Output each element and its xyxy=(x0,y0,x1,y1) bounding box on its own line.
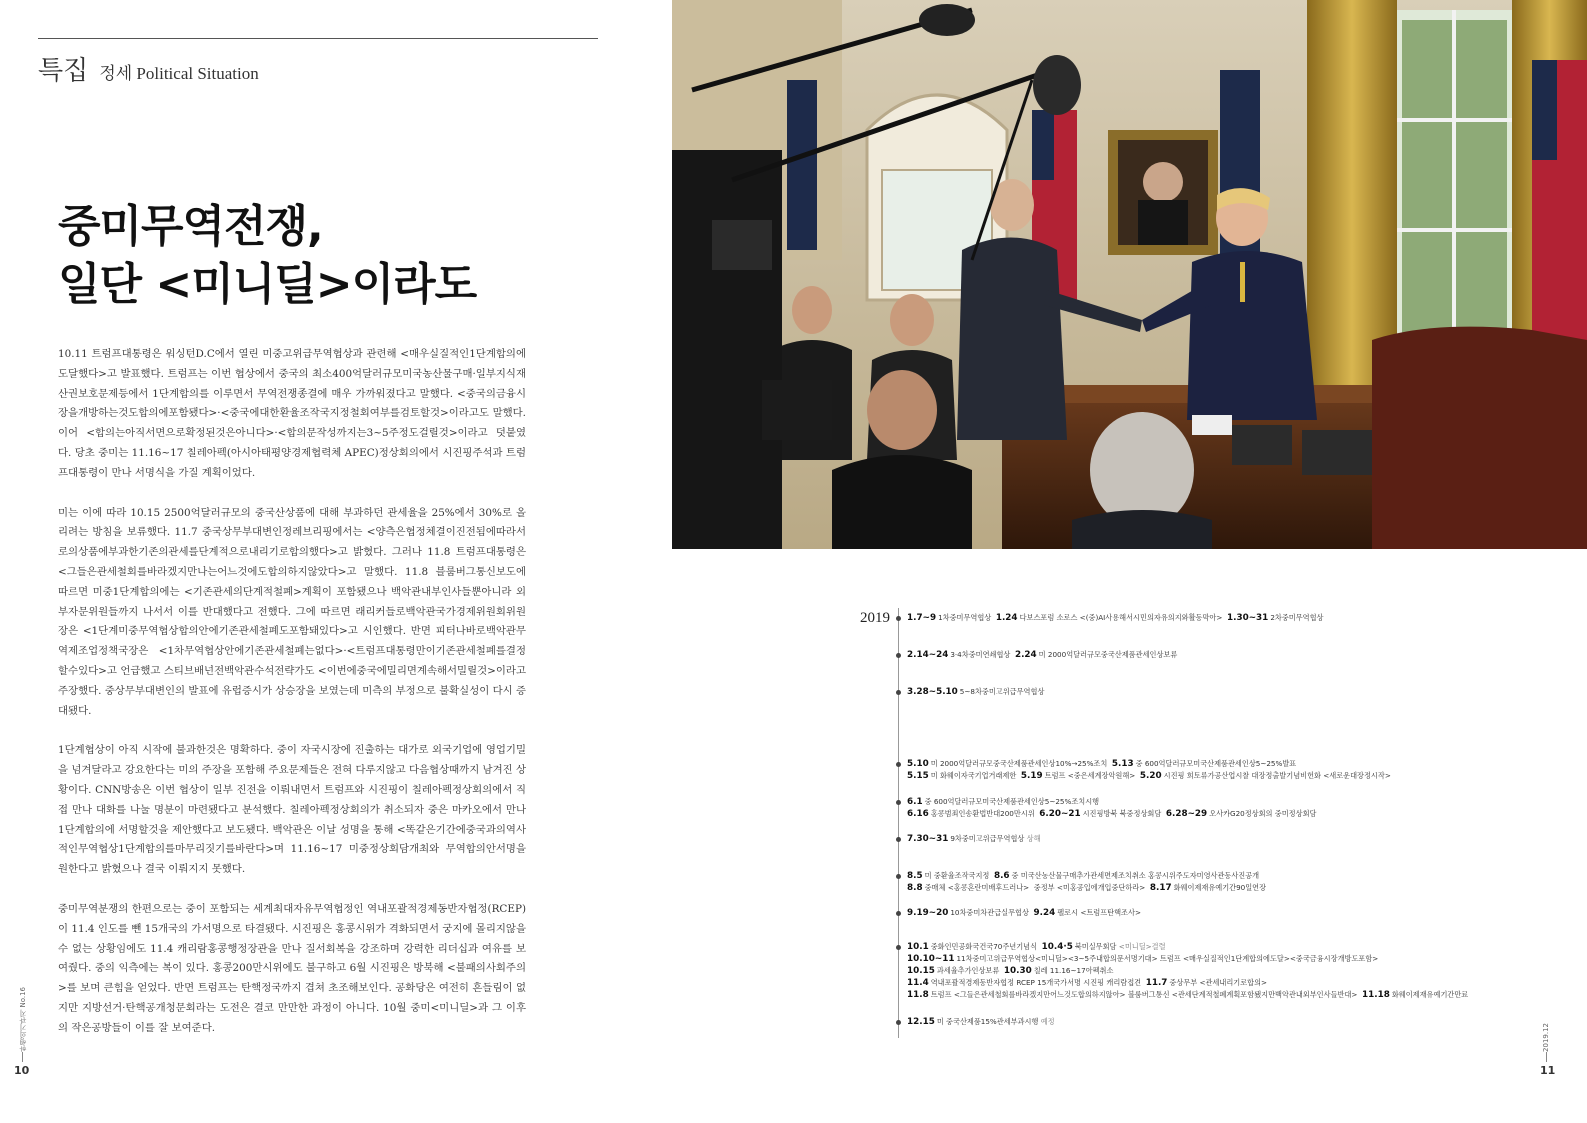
entry-date: 12.15 xyxy=(907,1017,935,1027)
entry-date: 1.7~9 xyxy=(907,613,937,623)
entry-date: 10.1 xyxy=(907,942,929,952)
entry-text: 다보스포럼 소로스 <(중)AI사용해서시민의자유의지와활동막아> xyxy=(1019,613,1223,622)
entry-text: 3·4차중미연쇄협상 xyxy=(950,650,1011,659)
entry-date: 9.24 xyxy=(1033,908,1056,918)
entry-date: 5.10 xyxy=(907,759,929,769)
entry-text: 5~8차중미고위급무역협상 xyxy=(959,687,1045,696)
entry-date: 5.13 xyxy=(1111,759,1134,769)
entry-date: 10.10~11 xyxy=(907,954,955,964)
page-number-right: 11 xyxy=(1540,1064,1556,1077)
entry-text: 중 600억달러규모미국산제품관세인상5~25%조치시행 xyxy=(924,797,1100,806)
entry-date: 11.4 xyxy=(907,978,929,988)
entry-text: 중 600억달러규모미국산제품관세인상5~25%발표 xyxy=(1135,759,1297,768)
entry-text: 트럼프 <그들은관세철회를바라겠지만어느것도합의하지않아> 블룸버그통신 <관세단계적철폐계획포함됐지만백악관내외부인사들반대> xyxy=(930,990,1358,999)
body-paragraph-3: 1단계협상이 아직 시작에 불과한것은 명확하다. 중이 자국시장에 진출하는 대가로 외국기업에 영업기밀을 넘겨달라고 강요한다는 미의 주장을 포함해 주요문제들은 전혀 다루지않고 다음협상때까지 남겨진 상황이다. CNN방송은 이번 협상이 일부 진전을 이뤄내면서 트럼프와 시진핑이 칠레아펙정상회의에서 직접 만나 대화를 나눌 명분이 마련됐다고 분석했다. 칠레아펙정상회의가 취소되자 중은 마카오에서 만나 1단계합의에 서명할것을 제안했다고 보도됐다. 백악관은 이날 성명을 통해 <똑같은기간에중국과의역사적인무역협상1단계합의를마무리짓기를바란다>며 11.16~17 미중정상회담개최와 무역합의안서명을 원한다고 밝혔으나 결국 이뤄지지 못했다. xyxy=(58,744,526,876)
entry-text: 미 화웨이자국기업거래제한 xyxy=(930,771,1017,780)
entry-text: 중 미국산농산물구매추가관세면제조치취소 홍콩시위주도자미영사관동사진공개 xyxy=(1011,871,1260,880)
page-number-left: 10 xyxy=(14,1064,30,1077)
entry-date: 8.5 xyxy=(907,871,923,881)
entry-date: 6.1 xyxy=(907,797,923,807)
entry-text: 화웨이제재유예기간90일연장 xyxy=(1173,883,1267,892)
entry-text: 10차중미차관급실무협상 xyxy=(950,908,1029,917)
entry-text: 미 2000억달러규모중국산제품관세인상10%→25%조치 xyxy=(930,759,1108,768)
entry-text: 과세율추가인상보류 xyxy=(936,966,1000,975)
entry-text: 홍콩범죄인송환법반대200만시위 xyxy=(930,809,1035,818)
entry-text: 펠로시 <트럼프탄핵조사> xyxy=(1057,908,1141,917)
timeline-axis xyxy=(898,608,899,1038)
timeline-dot xyxy=(896,1020,901,1025)
timeline-dot xyxy=(896,837,901,842)
entry-note: 예정 xyxy=(1040,1017,1055,1026)
entry-text: 미 중국산제품15%관세부과시행 xyxy=(936,1017,1039,1026)
entry-text: 중상무부 <관세내리기로합의> xyxy=(1169,978,1268,987)
entry-date: 11.8 xyxy=(907,990,929,1000)
entry-text: 북미실무회담 xyxy=(1074,942,1117,951)
entry-date: 8.8 xyxy=(907,883,923,893)
folio-left xyxy=(14,987,34,1080)
entry-date: 8.17 xyxy=(1149,883,1172,893)
entry-date: 10.30 xyxy=(1003,966,1032,976)
article-body xyxy=(58,345,526,1059)
timeline-dot xyxy=(896,945,901,950)
entry-date: 5.19 xyxy=(1020,771,1043,781)
headline-line-2: 일단 <미니딜>이라도 xyxy=(58,259,477,310)
entry-text: 시진핑방북 북중정상회담 xyxy=(1082,809,1162,818)
entry-text: 미 중환율조작국지정 xyxy=(924,871,990,880)
section-label xyxy=(38,50,259,87)
entry-date: 6.16 xyxy=(907,809,929,819)
folio-right-rule xyxy=(1546,1052,1547,1062)
body-paragraph-4: 중미무역분쟁의 한편으로는 중이 포함되는 세계최대자유무역협정인 역내포괄적경제동반자협정(RCEP)이 11.4 인도를 뺀 15개국의 가서명으로 타결됐다. 시진핑은 홍콩시위가 격화되면서 궁지에 몰리지않을수 없는 상황임에도 11.4 캐리람홍콩행정장관을 만나 질서회복을 강조하며 강력한 리더십과 여유를 보여줬다. 중의 익측에는 복이 있다. 홍콩200만시위에도 불구하고 6월 시진핑은 방북해 <불패의사회주의>를 보며 큰힘을 얻었다. 반면 트럼프는 탄핵정국까지 겹쳐 초조해보인다. 공화당은 여전히 흔들림이 없지만 지방선거·탄핵공개청문회라는 도전은 결코 만만한 과정이 아니다. 10월 중미<미니딜>과 그 이후의 작은공방들이 이를 잘 보여준다. xyxy=(58,902,526,1034)
entry-text: 오사카G20정상회의 중미정상회담 xyxy=(1209,809,1317,818)
entry-text: 역내포괄적경제동반자협정 RCEP 15개국가서명 시진핑 캐리람접견 xyxy=(930,978,1142,987)
header-rule xyxy=(38,38,598,39)
timeline-2019 xyxy=(860,608,1550,1038)
entry-text: 칠레 11.16~17아펙취소 xyxy=(1033,966,1114,975)
article-headline xyxy=(58,198,578,314)
entry-text: 미 2000억달러규모중국산제품관세인상보류 xyxy=(1038,650,1178,659)
entry-date: 1.24 xyxy=(995,613,1018,623)
entry-date: 3.28~5.10 xyxy=(907,687,958,697)
entry-text: 트럼프 <중은세계장악원해> xyxy=(1044,771,1136,780)
body-paragraph-1: 10.11 트럼프대통령은 워싱턴D.C에서 열린 미중고위급무역협상과 관련해 <매우실질적인1단계합의에도달했다>고 발표했다. 트럼프는 이번 협상에서 중국의 최소400억달러규모미국농산물구매·일부지식재산권보호문제등에서 1단계합의를 이루면서 무역전쟁종결에 매우 가까워졌다고 말했다. <중국의금융시장을개방하는것도합의에포함됐다>·<중국에대한환율조작국지정철회여부를검토할것>이라고도 말했다. 이어 <합의는아직서면으로확정된것은아니다>·<합의문작성까지는3~5주정도걸릴것>이라고 덧붙였다. 당초 중미는 11.16~17 칠레아펙(아시아태평양경제협력체 APEC)정상회의에서 시진핑주석과 트럼프대통령이 만나 서명식을 가질 계획이었다. xyxy=(58,348,526,479)
entry-text: 시진핑 희토류가공산업시찰 대장정출발기념비헌화 <새로운대장정시작> xyxy=(1163,771,1391,780)
timeline-dot xyxy=(896,616,901,621)
folio-left-publication: 한행의기관지 No.16 xyxy=(19,987,27,1052)
entry-date: 6.20~21 xyxy=(1039,809,1081,819)
entry-text: 중정부 <미홍공입에개입중단하라> xyxy=(1033,883,1146,892)
oval-office-handshake-photo xyxy=(672,0,1587,549)
section-subtitle: 정세 Political Situation xyxy=(99,64,259,83)
entry-text: 2차중미무역협상 xyxy=(1270,613,1324,622)
entry-date: 11.18 xyxy=(1362,990,1390,1000)
entry-date: 11.7 xyxy=(1145,978,1168,988)
entry-date: 9.19~20 xyxy=(907,908,949,918)
entry-note: <미니딜>결렬 xyxy=(1118,942,1166,951)
body-paragraph-2: 미는 이에 따라 10.15 2500억달러규모의 중국산상품에 대해 부과하던 관세율을 25%에서 30%로 올리려는 방침을 보류했다. 11.7 중국상무부대변인정레브리핑에서는 <양측은협정체결이진전됨에따라서로의상품에부과한기존의관세를단계적으로내리기로합의했다>고 밝혔다. 그러나 11.8 트럼프대통령은 <그들은관세철회를바라겠지만나는어느것에도합의하지않았다>고 말했다. 11.8 블룸버그통신보도에 따르면 미중1단계합의에는 <기존관세의단계적철폐>계획이 포함됐으나 백악관내부인사들뿐아니라 외부자문위원들까지 나서서 이를 반대했다고 전했다. 그에 따르면 래리커들로백악관국가경제위원회위원장은 <1단계미중무역협상합의안에기존관세철폐도포함돼있다>고 시인했다. 반면 피터나바로백악관무역제조업정책국장은 <1차무역협상안에기존관세철폐는없다>·<트럼프대통령만이기존관세철폐를결정할수있다>고 언급했고 스티브배넌전백악관수석전략가도 <이번에중국에밀리면계속해서밀릴것>이라고 주장했다. 중상무부대변인의 발표에 유럽증시가 상승장을 보였는데 미측의 부정으로 불확실성이 다시 증대됐다. xyxy=(58,506,526,717)
entry-date: 2.14~24 xyxy=(907,650,949,660)
folio-left-rule xyxy=(22,1052,23,1062)
entry-text: 중매체 <홍콩혼란미배후드러나> xyxy=(924,883,1030,892)
entry-date: 7.30~31 xyxy=(907,834,949,844)
entry-note: 상해 xyxy=(1026,834,1041,843)
section-main-title: 특집 xyxy=(38,56,89,86)
timeline-dot xyxy=(896,800,901,805)
entry-date: 2.24 xyxy=(1014,650,1037,660)
entry-date: 5.20 xyxy=(1139,771,1162,781)
entry-text: 1차중미무역협상 xyxy=(938,613,992,622)
entry-text: 중화인민공화국건국70주년기념식 xyxy=(930,942,1038,951)
timeline-year: 2019 xyxy=(860,610,890,626)
timeline-dot xyxy=(896,874,901,879)
entry-text: 화웨이제재유예기간만료 xyxy=(1391,990,1469,999)
entry-date: 10.4·5 xyxy=(1041,942,1073,952)
photo-illustration xyxy=(672,0,1587,549)
headline-line-1: 중미무역전쟁, xyxy=(58,201,323,252)
entry-date: 10.15 xyxy=(907,966,935,976)
folio-right-issue: 2019.12 xyxy=(1542,1023,1550,1052)
entry-text: 9차중미고위급무역협상 xyxy=(950,834,1025,843)
entry-date: 6.28~29 xyxy=(1165,809,1208,819)
entry-date: 5.15 xyxy=(907,771,929,781)
timeline-dot xyxy=(896,653,901,658)
timeline-dot xyxy=(896,911,901,916)
entry-date: 1.30~31 xyxy=(1226,613,1269,623)
entry-text: 11차중미고위급무역협상<미니딜><3~5주내합의문서명기대> 트럼프 <매우실질적인1단계합의에도달><중국금융시장개방도포함> xyxy=(956,954,1379,963)
timeline-dot xyxy=(896,762,901,767)
timeline-dot xyxy=(896,690,901,695)
entry-date: 8.6 xyxy=(993,871,1010,881)
